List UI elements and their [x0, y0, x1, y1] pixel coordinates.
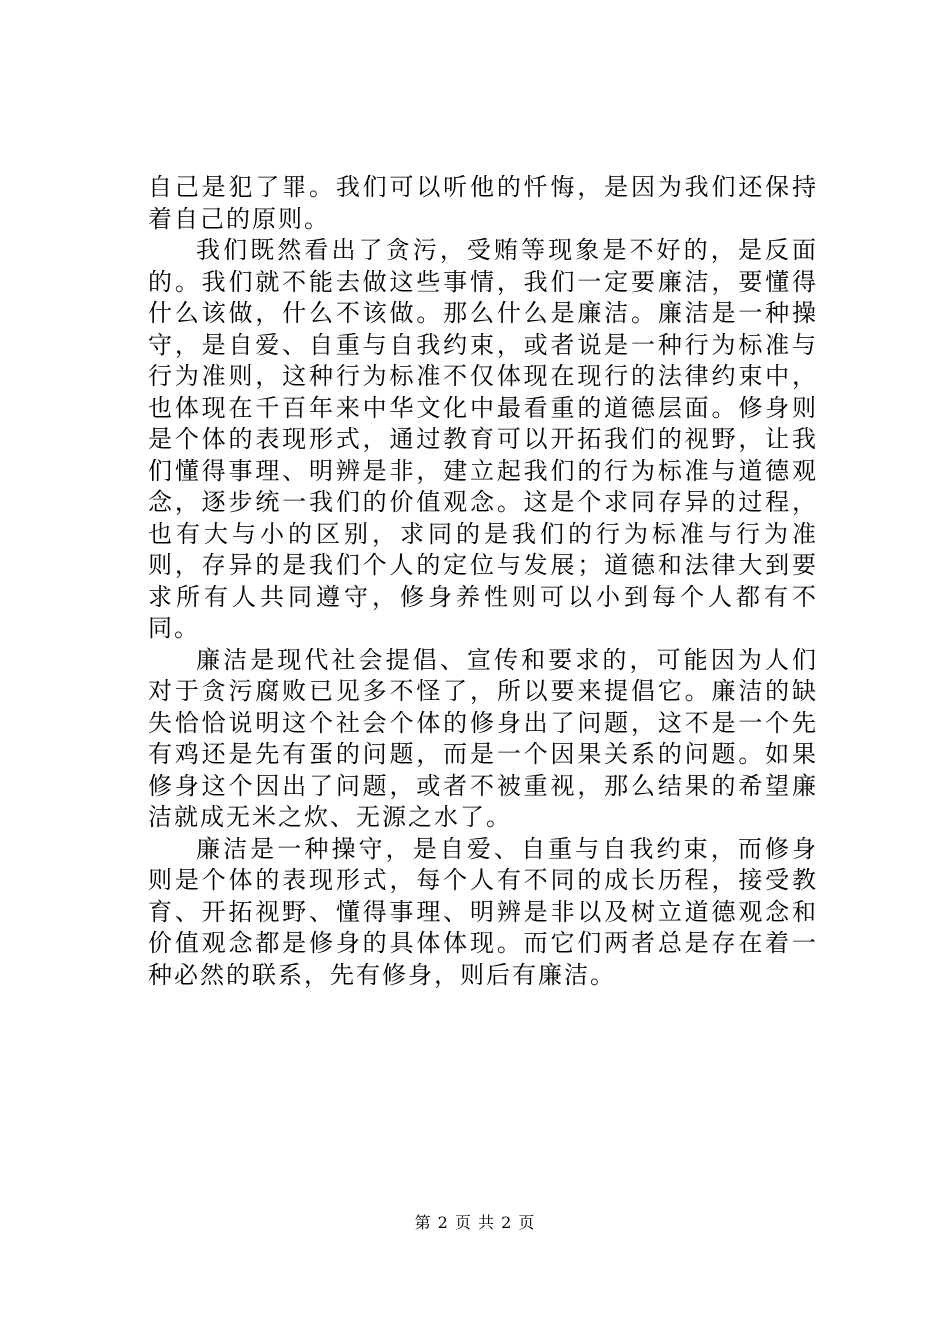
paragraph-1: 自己是犯了罪。我们可以听他的忏悔，是因为我们还保持着自己的原则。 [148, 173, 818, 233]
paragraph-2: 我们既然看出了贪污，受贿等现象是不好的，是反面的。我们就不能去做这些事情，我们一定要廉洁，要懂得什么该做，什么不该做。那么什么是廉洁。廉洁是一种操守，是自爱、自重与自我约束，或者说是一种行为标准与行为准则，这种行为标准不仅体现在现行的法律约束中，也体现在千百年来中华文化中最看重的道德层面。修身则是个体的表现形式，通过教育可以开拓我们的视野，让我们懂得事理、明辨是非，建立起我们的行为标准与道德观念，逐步统一我们的价值观念。这是个求同存异的过程，也有大与小的区别，求同的是我们的行为标准与行为准则，存异的是我们个人的定位与发展；道德和法律大到要求所有人共同遵守，修身养性则可以小到每个人都有不同。 [148, 236, 818, 642]
paragraph-3: 廉洁是现代社会提倡、宣传和要求的，可能因为人们对于贪污腐败已见多不怪了，所以要来提倡它。廉洁的缺失恰恰说明这个社会个体的修身出了问题，这不是一个先有鸡还是先有蛋的问题，而是一个因果关系的问题。如果修身这个因出了问题，或者不被重视，那么结果的希望廉洁就成无米之炊、无源之水了。 [148, 645, 818, 831]
page-number-footer: 第 2 页 共 2 页 [414, 1213, 536, 1232]
document-body [148, 172, 818, 991]
paragraph-4: 廉洁是一种操守，是自爱、自重与自我约束，而修身则是个体的表现形式，每个人有不同的成长历程，接受教育、开拓视野、懂得事理、明辨是非以及树立道德观念和价值观念都是修身的具体体现。而它们两者总是存在着一种必然的联系，先有修身，则后有廉洁。 [148, 834, 818, 989]
